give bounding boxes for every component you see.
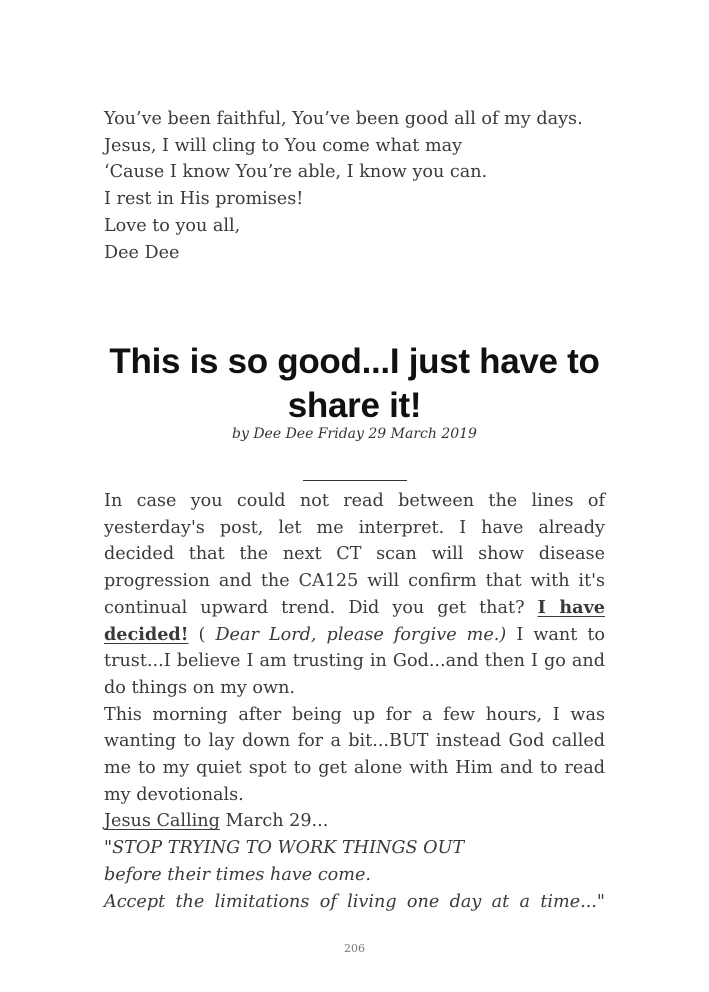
paren-open: ( — [198, 624, 206, 645]
paragraph-text: I want to trust...I believe I am trusting in God...and then I go and do things on my own. — [104, 624, 606, 698]
sign-off: Love to you all, — [104, 215, 241, 236]
quote-line: "STOP TRYING TO WORK THINGS OUT — [104, 838, 465, 859]
post-title-line: This is so good...I just have to — [109, 342, 600, 381]
text-line: You’ve been faithful, You’ve been good all of my days. — [104, 109, 583, 129]
poem-closing-block — [104, 106, 605, 266]
paragraph — [104, 488, 605, 702]
post-body — [104, 488, 605, 915]
separator-line — [303, 480, 407, 481]
prayer-text: Dear Lord, please forgive me.) — [215, 624, 507, 645]
paragraph: This morning after being up for a few hours, I was wanting to lay down for a bit...BUT instead God called me to my quiet spot to get alone with Him and to read my devotionals. — [104, 704, 605, 805]
signature-name: Dee Dee — [104, 242, 180, 263]
quote-line: before their times have come. — [104, 864, 371, 885]
quote-line: Accept the limitations of living one day at a time..." — [104, 891, 605, 912]
emphasis-text: I have decided! — [104, 596, 605, 645]
post-title-line: share it! — [287, 386, 422, 425]
paragraph-text: In case you could not read between the lines of yesterday's post, let me interpret. I have already decided that the next CT scan will show disease progression and the CA125 will confirm that with it's continual upward trend. Did you get that? — [104, 491, 605, 618]
text-line: Jesus, I will cling to You come what may — [104, 135, 463, 156]
page-number: 206 — [344, 942, 365, 955]
text-line: ‘Cause I know You’re able, I know you can. — [104, 162, 488, 183]
devotional-title: Jesus Calling — [104, 811, 220, 832]
post-title — [40, 340, 669, 428]
devotional-date: March 29... — [225, 811, 329, 832]
text-line: I rest in His promises! — [104, 189, 304, 210]
post-byline: by Dee Dee Friday 29 March 2019 — [232, 426, 477, 442]
devotional-reference — [104, 808, 605, 835]
